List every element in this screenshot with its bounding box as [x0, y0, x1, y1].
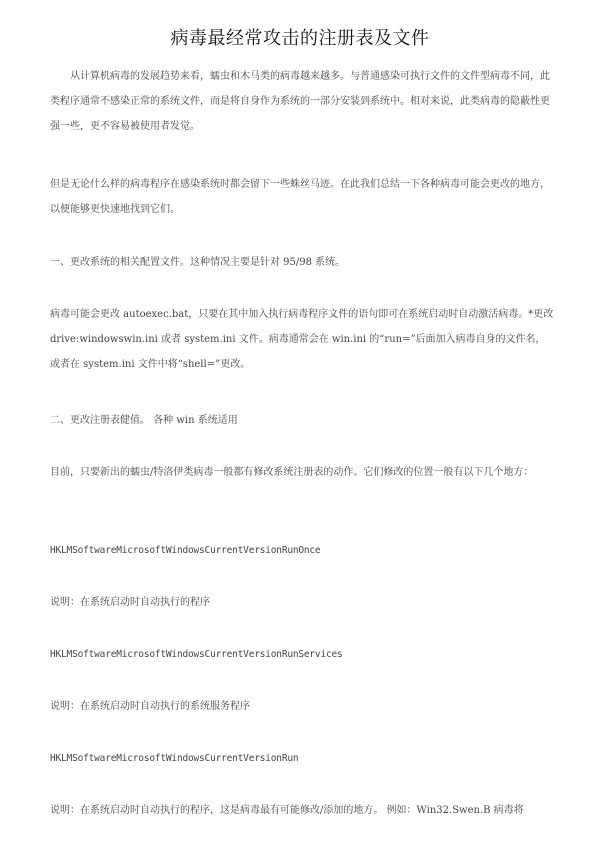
config-files-paragraph: 病毒可能会更改 autoexec.bat，只要在其中加入执行病毒程序文件的语句即可在系统启动时自动激活病毒。*更改 drive:windowswin.ini 或者 system.ini 文件。病毒通常会在 win.ini 的“run=”后面加入病毒自身的文件名，或者在 system.ini 文件中将“shell=”更改。: [50, 309, 554, 370]
document-title: 病毒最经常攻击的注册表及文件: [170, 28, 430, 49]
registry-key-run: HKLMSoftwareMicrosoftWindowsCurrentVersionRun: [50, 753, 299, 764]
registry-key-runonce-note: 说明：在系统启动时自动执行的程序: [50, 597, 210, 608]
section-one-heading: 一、更改系统的相关配置文件。这种情况主要是针对 95/98 系统。: [50, 257, 346, 268]
registry-key-runonce: HKLMSoftwareMicrosoftWindowsCurrentVersionRunOnce: [50, 545, 321, 556]
registry-key-runservices-note: 说明：在系统启动时自动执行的系统服务程序: [50, 701, 250, 712]
registry-key-run-note: 说明：在系统启动时自动执行的程序，这是病毒最有可能修改/添加的地方。 例如：Win32.Swen.B 病毒将: [50, 805, 524, 816]
registry-intro-paragraph: 目前，只要新出的蠕虫/特洛伊类病毒一般都有修改系统注册表的动作。它们修改的位置一般有以下几个地方：: [50, 467, 534, 478]
registry-key-runservices: HKLMSoftwareMicrosoftWindowsCurrentVersionRunServices: [50, 649, 343, 660]
intro-paragraph: 从计算机病毒的发展趋势来看，蠕虫和木马类的病毒越来越多。与普通感染可执行文件的文件型病毒不同，此类程序通常不感染正常的系统文件，而是将自身作为系统的一部分安装到系统中。相对来说，此类病毒的隐蔽性更强一些，更不容易被使用者发觉。: [50, 71, 550, 132]
traces-paragraph: 但是无论什么样的病毒程序在感染系统时都会留下一些蛛丝马迹。在此我们总结一下各种病毒可能会更改的地方，以便能够更快速地找到它们。: [50, 179, 550, 215]
section-two-heading: 二、更改注册表健值。 各种 win 系统适用: [50, 415, 238, 426]
